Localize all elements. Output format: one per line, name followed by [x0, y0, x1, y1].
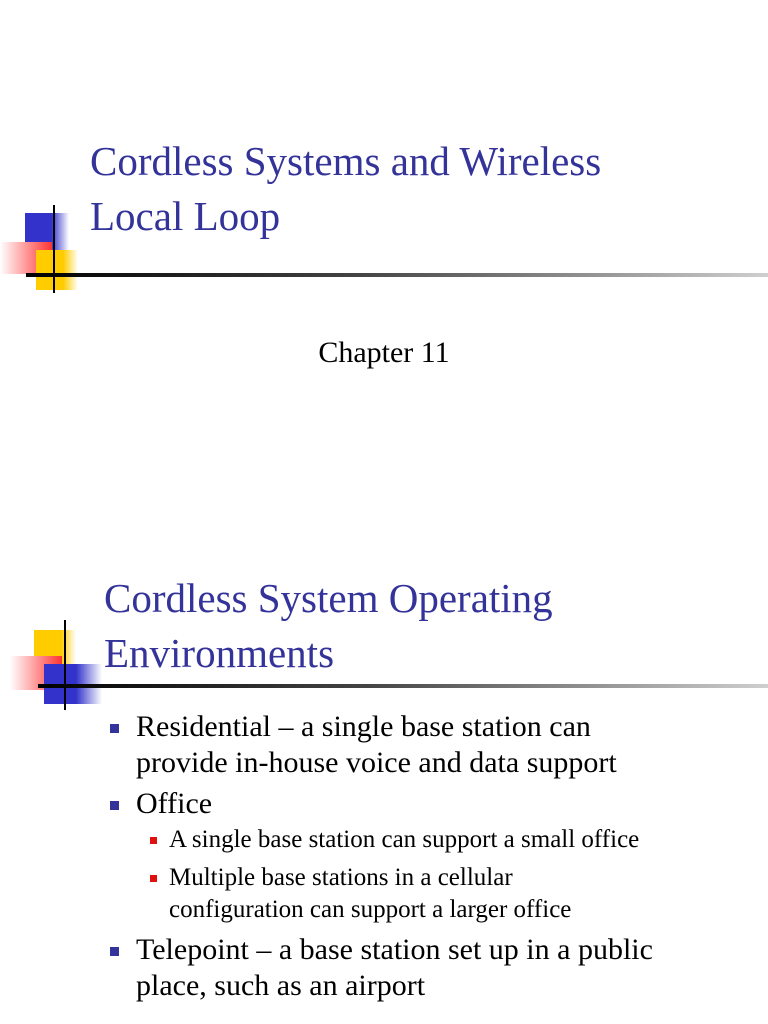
title-line: Cordless System Operating: [104, 575, 553, 621]
list-item-line: Telepoint – a base station set up in a public: [136, 933, 653, 966]
yellow-square: [36, 250, 78, 290]
square-bullet-icon: [150, 837, 157, 844]
list-item-line: place, such as an airport: [136, 969, 426, 1002]
square-bullet-icon: [110, 724, 119, 733]
slide-1-title: [90, 134, 601, 244]
sub-list-item: [136, 862, 653, 926]
square-bullet-icon: [150, 875, 157, 882]
title-line: Local Loop: [90, 193, 281, 239]
vertical-line: [53, 205, 55, 293]
list-item-line: Office: [136, 787, 213, 820]
slide-2: [0, 512, 768, 1024]
sub-list-item-line: Multiple base stations in a cellular: [169, 864, 513, 891]
sub-list-item-line: A single base station can support a small office: [169, 826, 640, 853]
vertical-line: [64, 620, 66, 710]
list-item-line: Residential – a single base station can: [136, 710, 591, 743]
sub-bullet-list: [136, 824, 653, 926]
square-bullet-icon: [110, 801, 119, 810]
list-item: [106, 786, 653, 926]
square-bullet-icon: [110, 947, 119, 956]
list-item: [106, 709, 653, 781]
sub-list-item-line: configuration can support a larger office: [169, 896, 572, 923]
title-line: Environments: [104, 630, 335, 676]
slide-2-corner-decoration: [0, 620, 110, 712]
list-item: [106, 932, 653, 1004]
slide-2-title: [104, 571, 553, 681]
sub-list-item: [136, 824, 653, 856]
title-line: Cordless Systems and Wireless: [90, 138, 602, 184]
bullet-list: [106, 709, 653, 1009]
slide-1-title-rule: [26, 273, 768, 277]
list-item-line: provide in-house voice and data support: [136, 746, 617, 779]
slide-2-title-rule: [38, 684, 768, 688]
slide-1-subtitle: Chapter 11: [318, 336, 450, 369]
slide-1-corner-decoration: [0, 205, 100, 295]
